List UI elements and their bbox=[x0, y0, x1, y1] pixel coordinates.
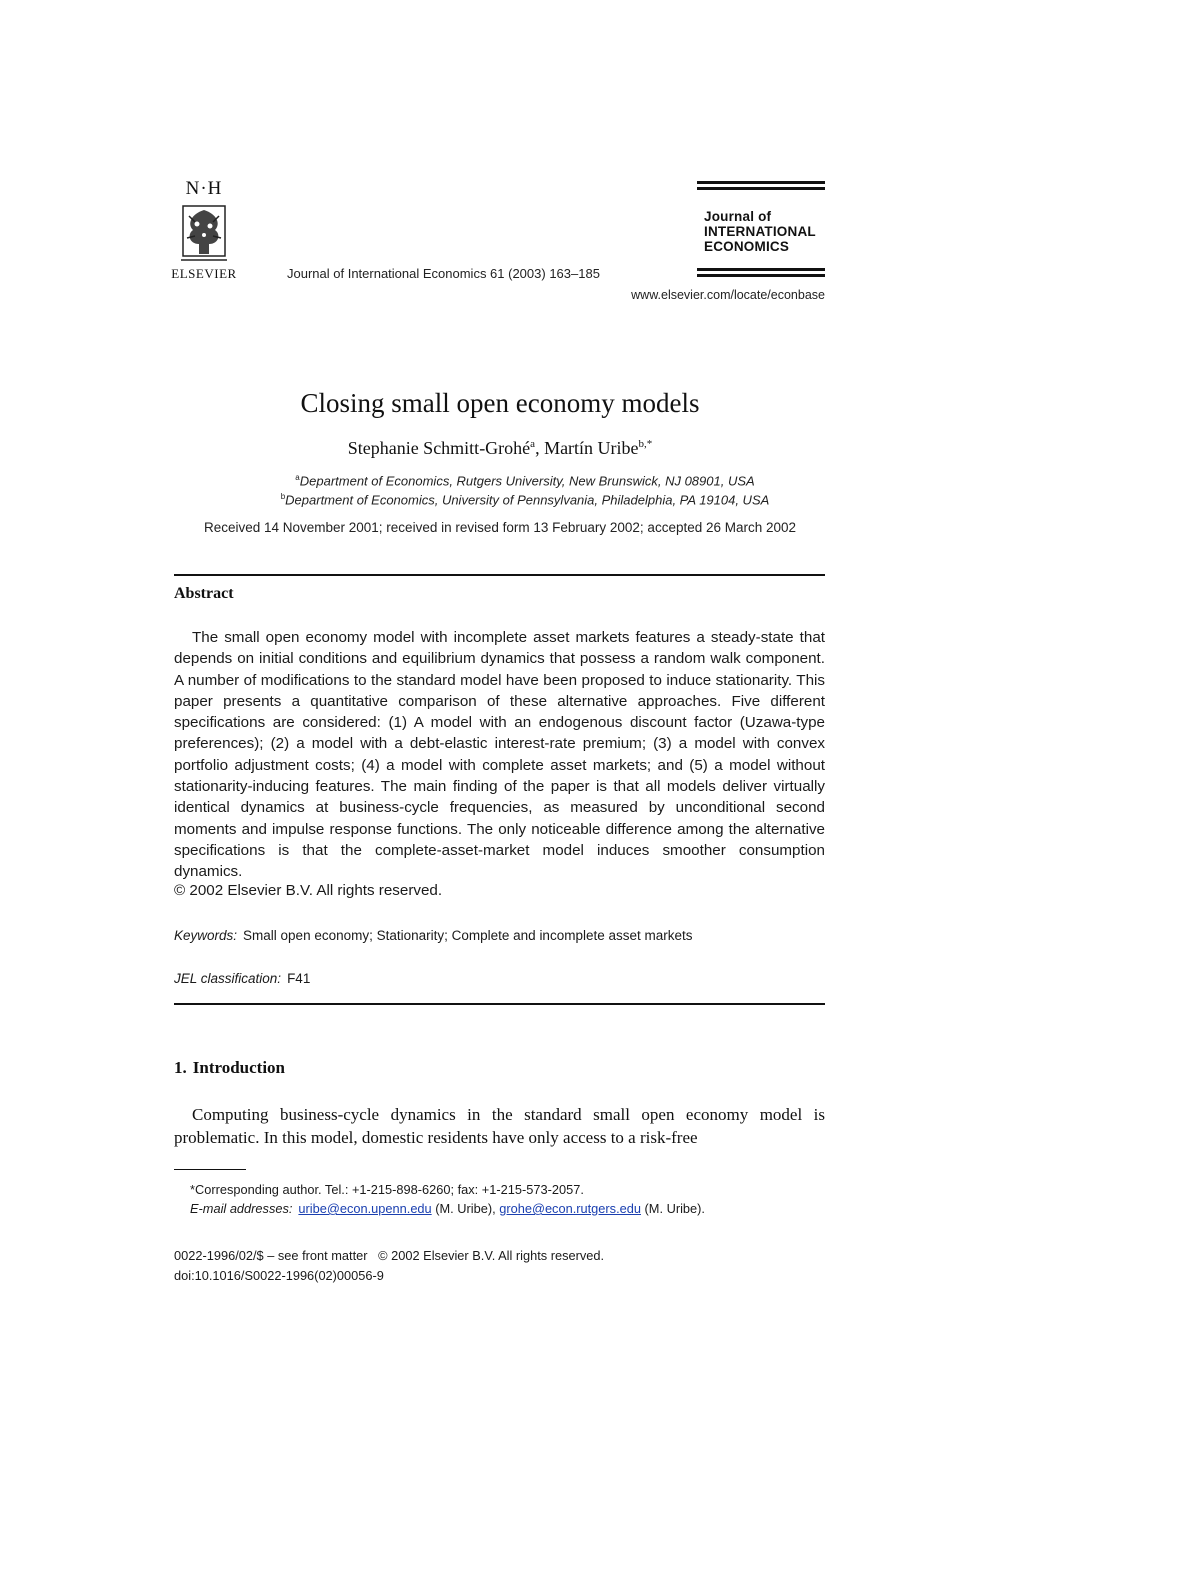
keywords-text: Small open economy; Stationarity; Complete and incomplete asset markets bbox=[243, 928, 693, 943]
journal-brand-title bbox=[697, 193, 825, 268]
introduction-body bbox=[174, 1103, 825, 1149]
keywords-label: Keywords: bbox=[174, 928, 238, 943]
brand-rule-top-1 bbox=[697, 181, 825, 184]
brand-rule-bottom-2 bbox=[697, 274, 825, 277]
introduction-text: Computing business-cycle dynamics in the standard small open economy model is problematic. In this model, domestic residents have only access to a risk-free bbox=[174, 1105, 825, 1147]
email-link-grohe[interactable]: grohe@econ.rutgers.edu bbox=[499, 1201, 641, 1216]
abstract-body bbox=[174, 627, 825, 883]
footnote-rule bbox=[174, 1169, 246, 1170]
journal-brand bbox=[697, 181, 825, 280]
publisher-name: ELSEVIER bbox=[171, 266, 237, 281]
journal-brand-line3: ECONOMICS bbox=[704, 239, 790, 254]
jel-classification bbox=[174, 971, 310, 986]
keywords bbox=[174, 928, 693, 943]
affiliation-b-text: Department of Economics, University of Pennsylvania, Philadelphia, PA 19104, USA bbox=[285, 492, 770, 508]
footnote-emails bbox=[190, 1201, 705, 1216]
author-1: Stephanie Schmitt-Grohé bbox=[347, 438, 531, 458]
author-1-affil-mark: a bbox=[530, 438, 536, 450]
section-heading-introduction bbox=[174, 1058, 285, 1078]
author-list bbox=[150, 438, 850, 459]
affiliation-a-text: Department of Economics, Rutgers University, New Brunswick, NJ 08901, USA bbox=[299, 473, 755, 489]
journal-citation: Journal of International Economics 61 (2003) 163–185 bbox=[287, 266, 600, 281]
affiliation-a bbox=[150, 473, 900, 488]
email-2-owner: (M. Uribe). bbox=[640, 1201, 705, 1216]
affiliation-b-mark: b bbox=[280, 492, 286, 501]
author-separator: , bbox=[535, 438, 545, 458]
abstract-heading: Abstract bbox=[174, 585, 234, 602]
publisher-mark: N·H bbox=[185, 178, 223, 199]
brand-rule-bottom-1 bbox=[697, 268, 825, 271]
email-link-uribe[interactable]: uribe@econ.upenn.edu bbox=[298, 1201, 432, 1216]
footnote-corresponding: *Corresponding author. Tel.: +1-215-898-6260; fax: +1-215-573-2057. bbox=[190, 1182, 584, 1197]
author-2: Martín Uribe bbox=[544, 438, 639, 458]
journal-url[interactable]: www.elsevier.com/locate/econbase bbox=[631, 288, 825, 302]
abstract-copyright: © 2002 Elsevier B.V. All rights reserved. bbox=[174, 882, 443, 899]
jel-code: F41 bbox=[287, 971, 311, 986]
email-label: E-mail addresses: bbox=[190, 1201, 293, 1216]
section-title: Introduction bbox=[192, 1058, 286, 1077]
abstract-bottom-rule bbox=[174, 1003, 825, 1005]
affiliation-b bbox=[150, 492, 900, 507]
section-number: 1. bbox=[174, 1058, 187, 1077]
front-matter-doi: doi:10.1016/S0022-1996(02)00056-9 bbox=[174, 1268, 384, 1283]
elsevier-logo bbox=[165, 178, 243, 286]
journal-brand-line1: Journal of bbox=[704, 209, 772, 224]
jel-label: JEL classification: bbox=[174, 971, 282, 986]
abstract-text: The small open economy model with incomplete asset markets features a steady-state that depends on initial conditions and equilibrium dynamics that possess a random walk component. A number of modifications to the standard model have been proposed to induce stationarity. This paper presents a quantitative comparison of these alternative approaches. Five different specifications are considered: (1) A model with an endogenous discount factor (Uzawa-type preferences); (2) a model with a debt-elastic interest-rate premium; (3) a model with convex portfolio adjustment costs; (4) a model with complete asset markets; and (5) a model without stationarity-inducing features. The main finding of the paper is that all models deliver virtually identical dynamics at business-cycle frequencies, as measured by unconditional second moments and impulse response functions. The only noticeable difference among the alternative specifications is that the complete-asset-market model induces smoother consumption dynamics. bbox=[174, 629, 825, 881]
front-matter-issn: 0022-1996/02/$ – see front matter © 2002 Elsevier B.V. All rights reserved. bbox=[174, 1248, 605, 1263]
affiliation-a-mark: a bbox=[295, 473, 300, 482]
elsevier-tree-icon bbox=[177, 202, 231, 264]
brand-rule-top-2 bbox=[697, 187, 825, 190]
journal-brand-line2: INTERNATIONAL bbox=[704, 224, 816, 239]
received-dates: Received 14 November 2001; received in revised form 13 February 2002; accepted 26 March 2002 bbox=[203, 520, 797, 535]
email-1-owner: (M. Uribe), bbox=[431, 1201, 500, 1216]
paper-title: Closing small open economy models bbox=[300, 388, 700, 418]
abstract-top-rule bbox=[174, 574, 825, 576]
author-2-affil-mark: b,* bbox=[638, 438, 653, 450]
